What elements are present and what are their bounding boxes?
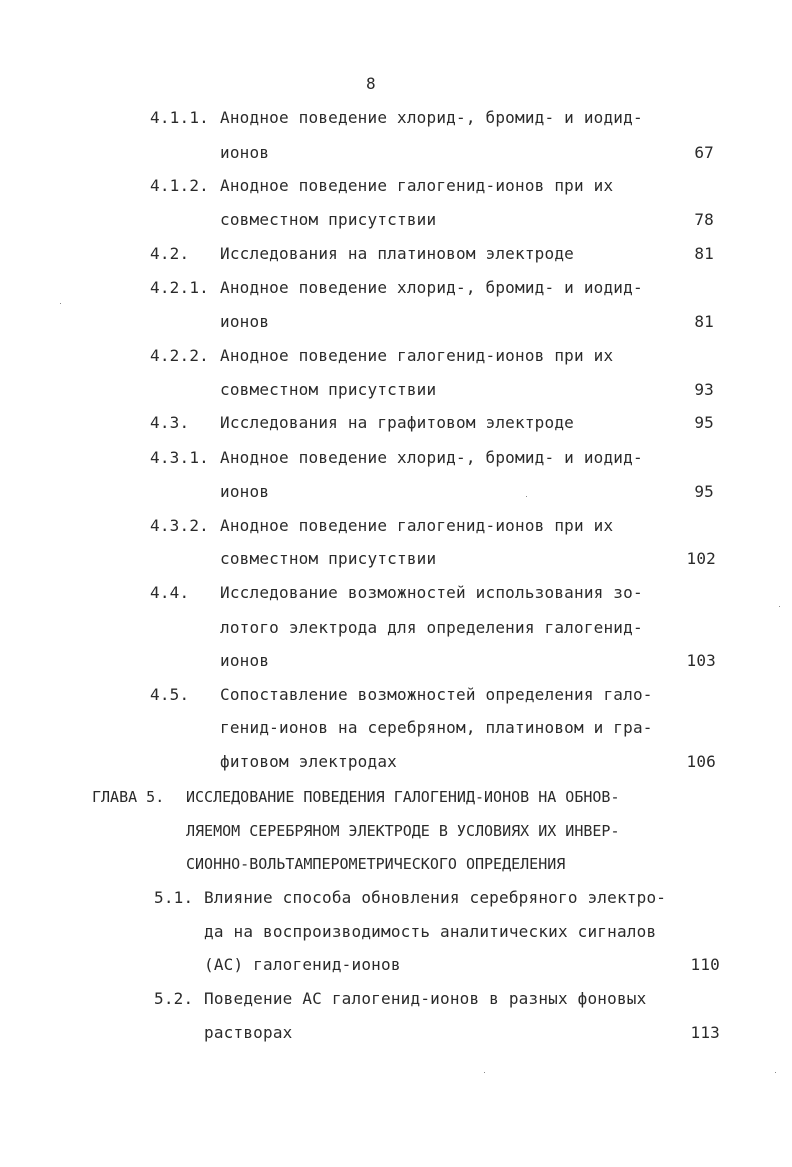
toc-title-line: Анодное поведение хлорид-, бромид- и иодид- bbox=[220, 108, 643, 127]
toc-title-line: фитовом электродах bbox=[220, 752, 397, 771]
scan-speck bbox=[60, 303, 61, 304]
toc-title-line: Анодное поведение хлорид-, бромид- и иодид- bbox=[220, 278, 643, 297]
toc-title-line: Анодное поведение галогенид-ионов при их bbox=[220, 346, 614, 365]
toc-number: 4.3.2. bbox=[150, 516, 209, 535]
toc-title-line: совместном присутствии bbox=[220, 549, 437, 568]
toc-title-line: Поведение АС галогенид-ионов в разных фоновых bbox=[204, 989, 647, 1008]
chapter-title-line: ЛЯЕМОМ СЕРЕБРЯНОМ ЭЛЕКТРОДЕ В УСЛОВИЯХ ИХ ИНВЕР- bbox=[186, 822, 620, 840]
toc-page: 81 bbox=[694, 244, 714, 263]
toc-page: 110 bbox=[690, 955, 720, 974]
toc-number: 4.1.1. bbox=[150, 108, 209, 127]
toc-number: 4.2.2. bbox=[150, 346, 209, 365]
page-number: 8 bbox=[366, 74, 376, 93]
toc-title-line: Исследования на платиновом электроде bbox=[220, 244, 574, 263]
toc-title-line: растворах bbox=[204, 1023, 293, 1042]
toc-page: 102 bbox=[686, 549, 716, 568]
scan-speck bbox=[779, 606, 780, 607]
toc-title-line: совместном присутствии bbox=[220, 380, 437, 399]
toc-number: 4.3. bbox=[150, 413, 190, 432]
toc-title-line: (АС) галогенид-ионов bbox=[204, 955, 401, 974]
toc-title-line: Сопоставление возможностей определения гало- bbox=[220, 685, 653, 704]
toc-page: 95 bbox=[694, 413, 714, 432]
chapter-label: ГЛАВА 5. bbox=[92, 788, 165, 806]
scan-speck bbox=[484, 1072, 485, 1073]
toc-page: 95 bbox=[694, 482, 714, 501]
toc-page: 67 bbox=[694, 143, 714, 162]
toc-title-line: Исследования на графитовом электроде bbox=[220, 413, 574, 432]
toc-title-line: лотого электрода для определения галогенид- bbox=[220, 618, 643, 637]
toc-number: 4.4. bbox=[150, 583, 190, 602]
toc-page: 103 bbox=[686, 651, 716, 670]
toc-title-line: ионов bbox=[220, 143, 270, 162]
toc-page: 106 bbox=[686, 752, 716, 771]
toc-number: 4.5. bbox=[150, 685, 190, 704]
scan-speck bbox=[526, 496, 527, 497]
chapter-title-line: СИОННО-ВОЛЬТАМПЕРОМЕТРИЧЕСКОГО ОПРЕДЕЛЕНИЯ bbox=[186, 855, 566, 873]
toc-page: 81 bbox=[694, 312, 714, 331]
toc-number: 5.2. bbox=[154, 989, 194, 1008]
toc-page: 113 bbox=[690, 1023, 720, 1042]
toc-title-line: совместном присутствии bbox=[220, 210, 437, 229]
scan-speck bbox=[775, 1072, 776, 1073]
toc-number: 4.3.1. bbox=[150, 448, 209, 467]
toc-title-line: Анодное поведение галогенид-ионов при их bbox=[220, 516, 614, 535]
toc-title-line: ионов bbox=[220, 482, 270, 501]
toc-number: 5.1. bbox=[154, 888, 194, 907]
toc-number: 4.2. bbox=[150, 244, 190, 263]
toc-title-line: Влияние способа обновления серебряного электро- bbox=[204, 888, 667, 907]
toc-page: 93 bbox=[694, 380, 714, 399]
toc-title-line: ионов bbox=[220, 312, 270, 331]
toc-number: 4.1.2. bbox=[150, 176, 209, 195]
toc-number: 4.2.1. bbox=[150, 278, 209, 297]
toc-title-line: Исследование возможностей использования зо- bbox=[220, 583, 643, 602]
toc-page: 78 bbox=[694, 210, 714, 229]
toc-title-line: генид-ионов на серебряном, платиновом и гра- bbox=[220, 718, 653, 737]
toc-title-line: да на воспроизводимость аналитических сигналов bbox=[204, 922, 657, 941]
toc-title-line: Анодное поведение галогенид-ионов при их bbox=[220, 176, 614, 195]
toc-title-line: Анодное поведение хлорид-, бромид- и иодид- bbox=[220, 448, 643, 467]
toc-title-line: ионов bbox=[220, 651, 270, 670]
chapter-title-line: ИССЛЕДОВАНИЕ ПОВЕДЕНИЯ ГАЛОГЕНИД-ИОНОВ НА ОБНОВ- bbox=[186, 788, 620, 806]
